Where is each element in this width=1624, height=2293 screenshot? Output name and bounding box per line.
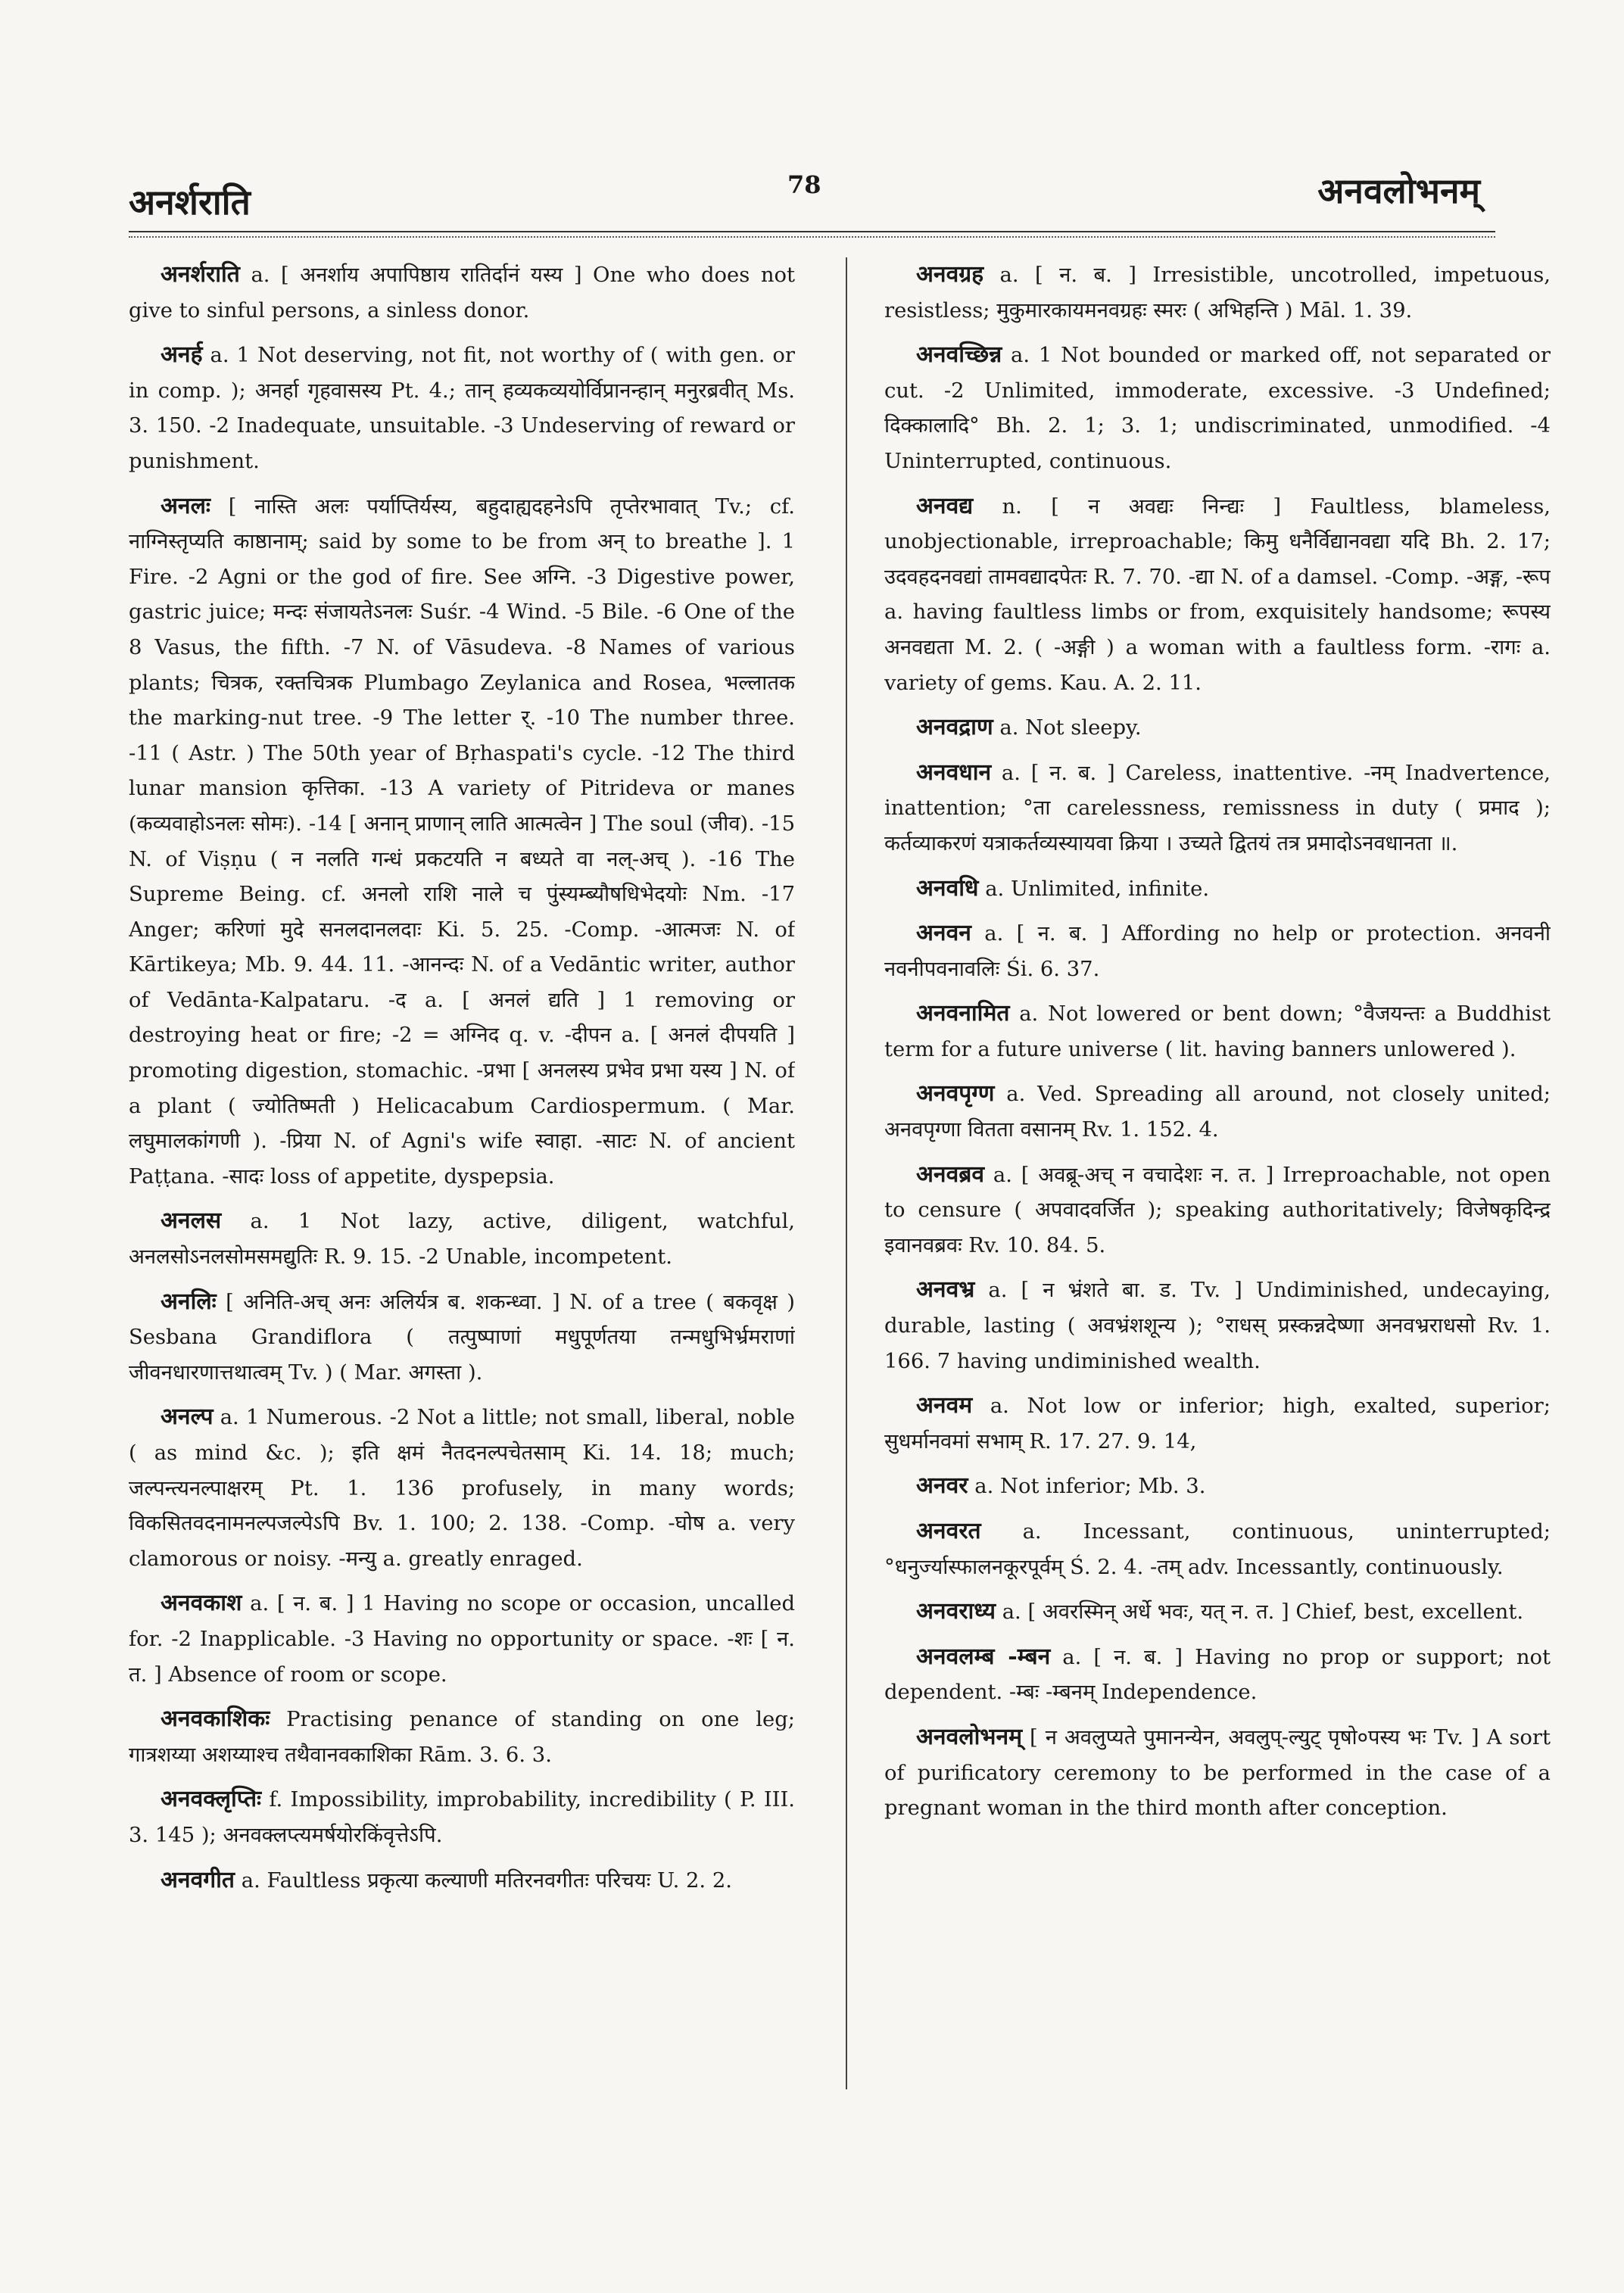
dictionary-entry: [884, 1076, 1551, 1148]
entry-headword: अनर्शराति: [161, 261, 240, 288]
dictionary-entry: [884, 338, 1551, 479]
dictionary-entry: [129, 1782, 795, 1853]
entry-definition: a. Not inferior; Mb. 3.: [974, 1475, 1206, 1499]
entry-headword: अनवपृग्ण: [916, 1080, 995, 1108]
dictionary-entry: [884, 1273, 1551, 1379]
right-column: [884, 257, 1551, 2256]
entry-headword: अनवगीत: [161, 1866, 235, 1893]
dictionary-entry: [884, 257, 1551, 329]
entry-headword: अनवधान: [916, 759, 992, 786]
entry-headword: अनलस: [161, 1207, 222, 1235]
entry-headword: अनवराध्य: [916, 1598, 996, 1625]
dictionary-entry: [129, 1400, 795, 1577]
entry-definition: a. [ न. ब. ] Careless, inattentive. -नम् Inadvertence, inattention; °ता carelessness, remissness in duty ( प्रमाद ); कर्तव्याकरणं यत्राकर्तव्यस्यायवा क्रिया । उच्यते द्वितयं तत्र प्रमादोऽनवधानता ॥.: [884, 761, 1551, 855]
dictionary-entry: [129, 338, 795, 479]
entry-headword: अनवद्राण: [916, 714, 993, 741]
page-number: 78: [787, 170, 821, 199]
entry-headword: अनवकाशिकः: [161, 1706, 270, 1733]
entry-definition: a. Unlimited, infinite.: [985, 877, 1210, 901]
header-rule: [129, 231, 1495, 232]
dictionary-entry: [884, 1388, 1551, 1460]
entry-definition: f. Impossibility, improbability, incredibility ( P. III. 3. 145 ); अनवक्लप्त्यमर्षयोरकिंवृत्तेऽपि.: [129, 1788, 795, 1847]
entry-headword: अनवच्छिन्न: [916, 341, 1002, 369]
entry-headword: अनवनामित: [916, 1000, 1010, 1027]
entry-headword: अनवम: [916, 1392, 973, 1419]
entry-headword: अनवरत: [916, 1518, 981, 1544]
entry-definition: a. [ न. ब. ] 1 Having no scope or occasion, uncalled for. -2 Inapplicable. -3 Having no opportunity or space. -शः [ न. त. ] Absence of room or scope.: [129, 1592, 795, 1687]
entry-definition: a. [ अवब्रू-अच् न वचादेशः न. त. ] Irreproachable, not open to censure ( अपवादवर्जित ); speaking authoritatively; विजेषकृदिन्द्र इवानवब्रवः Rv. 10. 84. 5.: [884, 1163, 1551, 1257]
header-dotted-rule: [129, 236, 1495, 238]
entry-definition: a. [ न भ्रंशते बा. ड. Tv. ] Undiminished, undecaying, durable, lasting ( अवभ्रंशशून्य ); °राधस् प्रस्कन्नदेष्णा अनवभ्रराधसो Rv. 1. 166. 7 having undiminished wealth.: [884, 1279, 1551, 1373]
dictionary-entry: [884, 710, 1551, 746]
dictionary-entry: [884, 996, 1551, 1067]
entry-headword: अनवलोभनम्: [916, 1723, 1023, 1750]
column-divider: [846, 257, 847, 2089]
entry-headword: अनवग्रह: [916, 261, 984, 288]
right-guide-word: अनवलोभनम्: [1317, 170, 1480, 211]
left-guide-word: अनर्शराति: [129, 182, 251, 223]
entry-headword: अनवब्रव: [916, 1161, 985, 1188]
dictionary-entry: [884, 1640, 1551, 1711]
entry-definition: a. [ अवरस्मिन् अर्धे भवः, यत् न. त. ] Chief, best, excellent.: [1002, 1600, 1524, 1625]
entry-definition: a. Not low or inferior; high, exalted, superior; सुधर्मानवमां सभाम् R. 17. 27. 9. 14,: [884, 1394, 1551, 1453]
page-header: [0, 0, 1624, 250]
dictionary-entry: [129, 1285, 795, 1391]
dictionary-entry: [129, 1586, 795, 1693]
dictionary-entry: [129, 489, 795, 1195]
dictionary-entry: [884, 489, 1551, 702]
dictionary-entry: [129, 1702, 795, 1773]
entry-definition: a. 1 Not deserving, not fit, not worthy of ( with gen. or in comp. ); अनर्हा गृहवासस्य Pt. 4.; तान् हव्यकव्ययोर्विप्रानन्हान् मनुरब्रवीत् Ms. 3. 150. -2 Inadequate, unsuitable. -3 Undeserving of reward or punishment.: [129, 344, 795, 473]
entry-headword: अनवद्य: [916, 492, 974, 519]
entry-definition: a. 1 Not lazy, active, diligent, watchful, अनलसोऽनलसोमसमद्युतिः R. 9. 15. -2 Unable, incompetent.: [129, 1210, 795, 1270]
entry-definition: a. 1 Not bounded or marked off, not separated or cut. -2 Unlimited, immoderate, excessive. -3 Undefined; दिक्कालादि° Bh. 2. 1; 3. 1; undiscriminated, unmodified. -4 Uninterrupted, continuous.: [884, 344, 1551, 473]
entry-headword: अनवक्लृप्तिः: [161, 1786, 262, 1813]
entry-headword: अनवर: [916, 1472, 968, 1500]
entry-definition: a. [ न. ब. ] Irresistible, uncotrolled, impetuous, resistless; मुकुमारकायमनवग्रहः स्मरः ( अभिहन्ति ) Māl. 1. 39.: [884, 263, 1551, 322]
entry-definition: a. [ न. ब. ] Having no prop or support; not dependent. -म्बः -म्बनम् Independence.: [884, 1645, 1551, 1705]
entry-definition: a. Not lowered or bent down; °वैजयन्तः a Buddhist term for a future universe ( lit. having banners unlowered ).: [884, 1002, 1551, 1061]
entry-headword: अनल्प: [161, 1404, 214, 1431]
entry-headword: अनर्ह: [161, 341, 203, 369]
entry-definition: a. Not sleepy.: [999, 716, 1142, 740]
dictionary-entry: [129, 1204, 795, 1275]
dictionary-entry: [129, 1863, 795, 1899]
entry-definition: Practising penance of standing on one leg; गात्रशय्या अशय्याश्च तथैवानवकाशिका Rām. 3. 6. 3.: [129, 1708, 795, 1767]
dictionary-entry: [884, 1594, 1551, 1631]
entry-definition: n. [ न अवद्यः निन्द्यः ] Faultless, blameless, unobjectionable, irreproachable; किमु धनैर्विद्यानवद्या यदि Bh. 2. 17; उदवहदनवद्यां तामवद्यादपेतः R. 7. 70. -द्या N. of a damsel. -Comp. -अङ्ग, -रूप a. having faultless limbs or from, exquisitely handsome; रूपस्य अनवद्यता M. 2. ( -अङ्गी ) a woman with a faultless form. -रागः a. variety of gems. Kau. A. 2. 11.: [884, 494, 1551, 695]
entry-definition: a. [ अनर्शाय अपापिष्ठाय रातिर्दानं यस्य ] One who does not give to sinful persons, a sinless donor.: [129, 263, 795, 322]
entry-definition: a. 1 Numerous. -2 Not a little; not small, liberal, noble ( as mind &c. ); इति क्षमं नैतदनल्पचेतसाम् Ki. 14. 18; much; जल्पन्त्यनल्पाक्षरम् Pt. 1. 136 profusely, in many words; विकसितवदनामनल्पजल्पेऽपि Bv. 1. 100; 2. 138. -Comp. -घोष a. very clamorous or noisy. -मन्यु a. greatly enraged.: [129, 1406, 795, 1571]
dictionary-entry: [884, 1157, 1551, 1264]
entry-definition: a. [ न. ब. ] Affording no help or protection. अनवनी नवनीपवनावलिः Śi. 6. 37.: [884, 922, 1551, 981]
entry-definition: [ नास्ति अलः पर्याप्तिर्यस्य, बहुदाह्यदहनेऽपि तृप्तेरभावात् Tv.; cf. नाग्निस्तृप्यति काष्ठानाम्; said by some to be from अन् to breathe ]. 1 Fire. -2 Agni or the god of fire. See अग्नि. -3 Digestive power, gastric juice; मन्दः संजायतेऽनलः Suśr. -4 Wind. -5 Bile. -6 One of the 8 Vasus, the fifth. -7 N. of Vāsudeva. -8 Names of various plants; चित्रक, रक्तचित्रक Plumbago Zeylanica and Rosea, भल्लातक the marking-nut tree. -9 The letter र्. -10 The number three. -11 ( Astr. ) The 50th year of Bṛhaspati's cycle. -12 The third lunar mansion कृत्तिका. -13 A variety of Pitrideva or manes (कव्यवाहोऽनलः सोमः). -14 [ अनान् प्राणान् लाति आत्मत्वेन ] The soul (जीव). -15 N. of Viṣṇu ( न नलति गन्धं प्रकटयति न बध्यते वा नल्-अच् ). -16 The Supreme Being. cf. अनलो राशि नाले च पुंस्यम्ब्यौषधिभेदयोः Nm. -17 Anger; करिणां मुदे सनलदानलदाः Ki. 5. 25. -Comp. -आत्मजः N. of Kārtikeya; Mb. 9. 44. 11. -आनन्दः N. of a Vedāntic writer, author of Vedānta-Kalpataru. -द a. [ अनलं द्यति ] 1 removing or destroying heat or fire; -2 = अग्निद q. v. -दीपन a. [ अनलं दीपयति ] promoting digestion, stomachic. -प्रभा [ अनलस्य प्रभेव प्रभा यस्य ] N. of a plant ( ज्योतिष्मती ) Helicacabum Cardiospermum. ( Mar. लघुमालकांगणी ). -प्रिया N. of Agni's wife स्वाहा. -साटः N. of ancient Paṭṭana. -सादः loss of appetite, dyspepsia.: [129, 494, 795, 1189]
entry-definition: [ न अवलुप्यते पुमानन्येन, अवलुप्-ल्युट् पृषो०पस्य भः Tv. ] A sort of purificatory ceremony to be performed in the case of a pregnant woman in the third month after conception.: [884, 1725, 1551, 1821]
entry-headword: अनवकाश: [161, 1590, 242, 1617]
entry-definition: a. Ved. Spreading all around, not closely united; अनवपृग्णा वितता वसानम् Rv. 1. 152. 4.: [884, 1083, 1551, 1142]
entry-headword: अनवलम्ब -म्बन: [916, 1643, 1051, 1670]
entry-headword: अनवभ्र: [916, 1276, 975, 1304]
dictionary-entry: [884, 1469, 1551, 1505]
left-column: [129, 257, 795, 2256]
entry-headword: अनवन: [916, 920, 971, 947]
entry-definition: a. Incessant, continuous, uninterrupted; °धनुर्ज्यास्फालनकूरपूर्वम् Ś. 2. 4. -तम् adv. Incessantly, continuously.: [884, 1520, 1551, 1579]
dictionary-entry: [129, 257, 795, 329]
dictionary-entry: [884, 916, 1551, 987]
entry-headword: अनवधि: [916, 874, 979, 902]
entry-headword: अनलिः: [161, 1288, 217, 1315]
dictionary-entry: [884, 871, 1551, 908]
entry-definition: a. Faultless प्रकृत्या कल्याणी मतिरनवगीतः परिचयः U. 2. 2.: [241, 1868, 732, 1893]
entry-definition: [ अनिति-अच् अनः अलिर्यत्र ब. शकन्ध्वा. ] N. of a tree ( बकवृक्ष ) Sesbana Grandiflora ( तत्पुष्पाणां मधुपूर्णतया तन्मधुभिर्भ्रमराणां जीवनधारणात्तथात्वम् Tv. ) ( Mar. अगस्ता ).: [129, 1290, 795, 1385]
dictionary-entry: [884, 1720, 1551, 1827]
dictionary-entry: [884, 1514, 1551, 1585]
entry-headword: अनलः: [161, 492, 210, 519]
dictionary-entry: [884, 756, 1551, 862]
